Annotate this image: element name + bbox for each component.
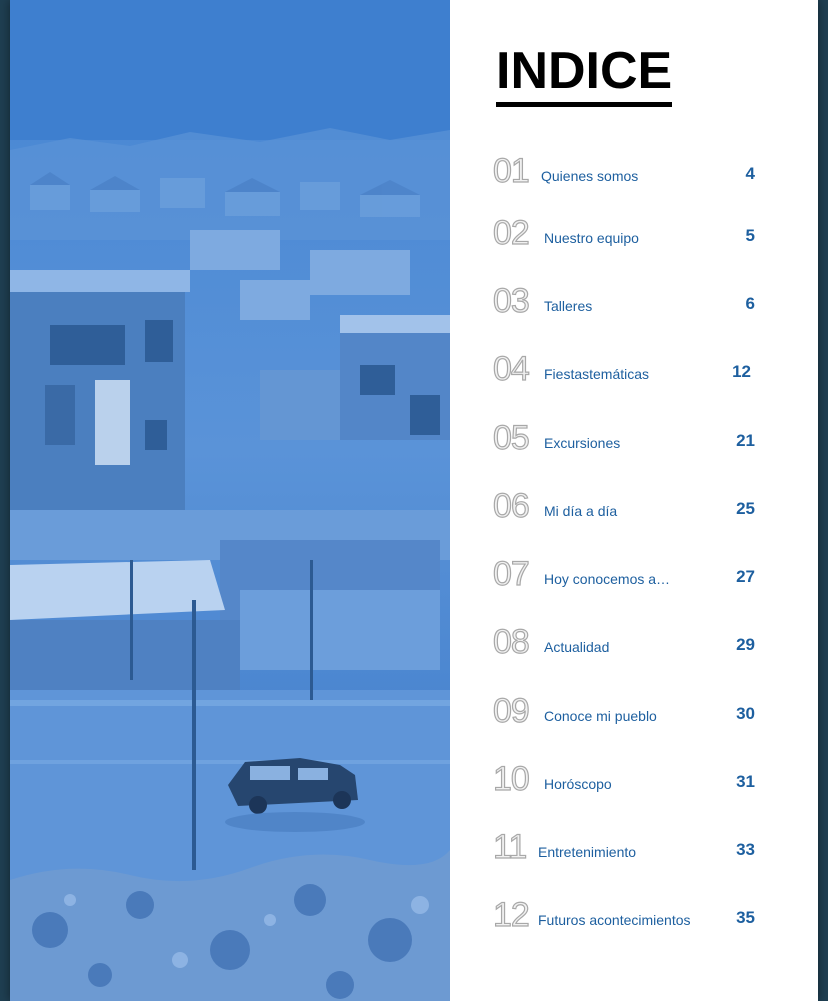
entry-page: 31 bbox=[736, 772, 755, 791]
toc-entry[interactable] bbox=[493, 692, 773, 732]
entry-label: Entretenimiento bbox=[538, 844, 637, 860]
entry-number: 11 bbox=[493, 828, 527, 866]
entry-number: 04 bbox=[493, 350, 529, 388]
magazine-page bbox=[10, 0, 818, 1001]
index-title-block bbox=[496, 40, 672, 107]
entry-label: Excursiones bbox=[544, 435, 621, 451]
entry-number: 12 bbox=[493, 896, 529, 934]
entry-page: 30 bbox=[736, 704, 755, 723]
toc-entry[interactable] bbox=[493, 760, 773, 800]
toc-entry[interactable] bbox=[493, 152, 773, 192]
entry-label: Actualidad bbox=[544, 639, 610, 655]
entry-page: 6 bbox=[745, 294, 755, 313]
entry-label: Fiestastemáticas bbox=[544, 366, 650, 382]
entry-number: 06 bbox=[493, 487, 529, 525]
toc-entry[interactable] bbox=[493, 419, 773, 459]
entry-page: 33 bbox=[736, 840, 755, 859]
toc-entry[interactable] bbox=[493, 896, 773, 936]
entry-number: 10 bbox=[493, 760, 529, 798]
car-illustration bbox=[225, 758, 365, 832]
cover-photo-flooded-town bbox=[10, 0, 450, 1001]
entry-number: 01 bbox=[493, 152, 529, 190]
entry-label: Mi día a día bbox=[544, 503, 618, 519]
entry-number: 02 bbox=[493, 214, 529, 252]
entry-page: 4 bbox=[745, 164, 755, 183]
entry-number: 05 bbox=[493, 419, 529, 457]
entry-number: 08 bbox=[493, 623, 529, 661]
toc-entry[interactable] bbox=[493, 350, 773, 390]
entry-page: 29 bbox=[736, 635, 755, 654]
entry-label: Hoy conocemos a… bbox=[544, 571, 671, 587]
page-title: INDICE bbox=[496, 40, 672, 107]
toc-entry[interactable] bbox=[493, 214, 773, 254]
entry-label: Talleres bbox=[544, 298, 593, 314]
entry-page: 5 bbox=[745, 226, 755, 245]
toc-entry[interactable] bbox=[493, 282, 773, 322]
entry-page: 27 bbox=[736, 567, 755, 586]
photo-illustration bbox=[10, 0, 450, 1001]
entry-page: 21 bbox=[736, 431, 755, 450]
entry-number: 07 bbox=[493, 555, 529, 593]
toc-entry[interactable] bbox=[493, 487, 773, 527]
toc-entry[interactable] bbox=[493, 828, 773, 868]
entry-number: 03 bbox=[493, 282, 529, 320]
entry-number: 09 bbox=[493, 692, 529, 730]
entry-page: 25 bbox=[736, 499, 755, 518]
entry-label: Horóscopo bbox=[544, 776, 612, 792]
entry-page: 35 bbox=[736, 908, 755, 927]
toc-entry[interactable] bbox=[493, 623, 773, 663]
entry-label: Futuros acontecimientos bbox=[538, 912, 691, 928]
entry-label: Quienes somos bbox=[541, 168, 639, 184]
entry-label: Conoce mi pueblo bbox=[544, 708, 657, 724]
entry-label: Nuestro equipo bbox=[544, 230, 639, 246]
toc-entry[interactable] bbox=[493, 555, 773, 595]
entry-page: 12 bbox=[732, 362, 751, 381]
